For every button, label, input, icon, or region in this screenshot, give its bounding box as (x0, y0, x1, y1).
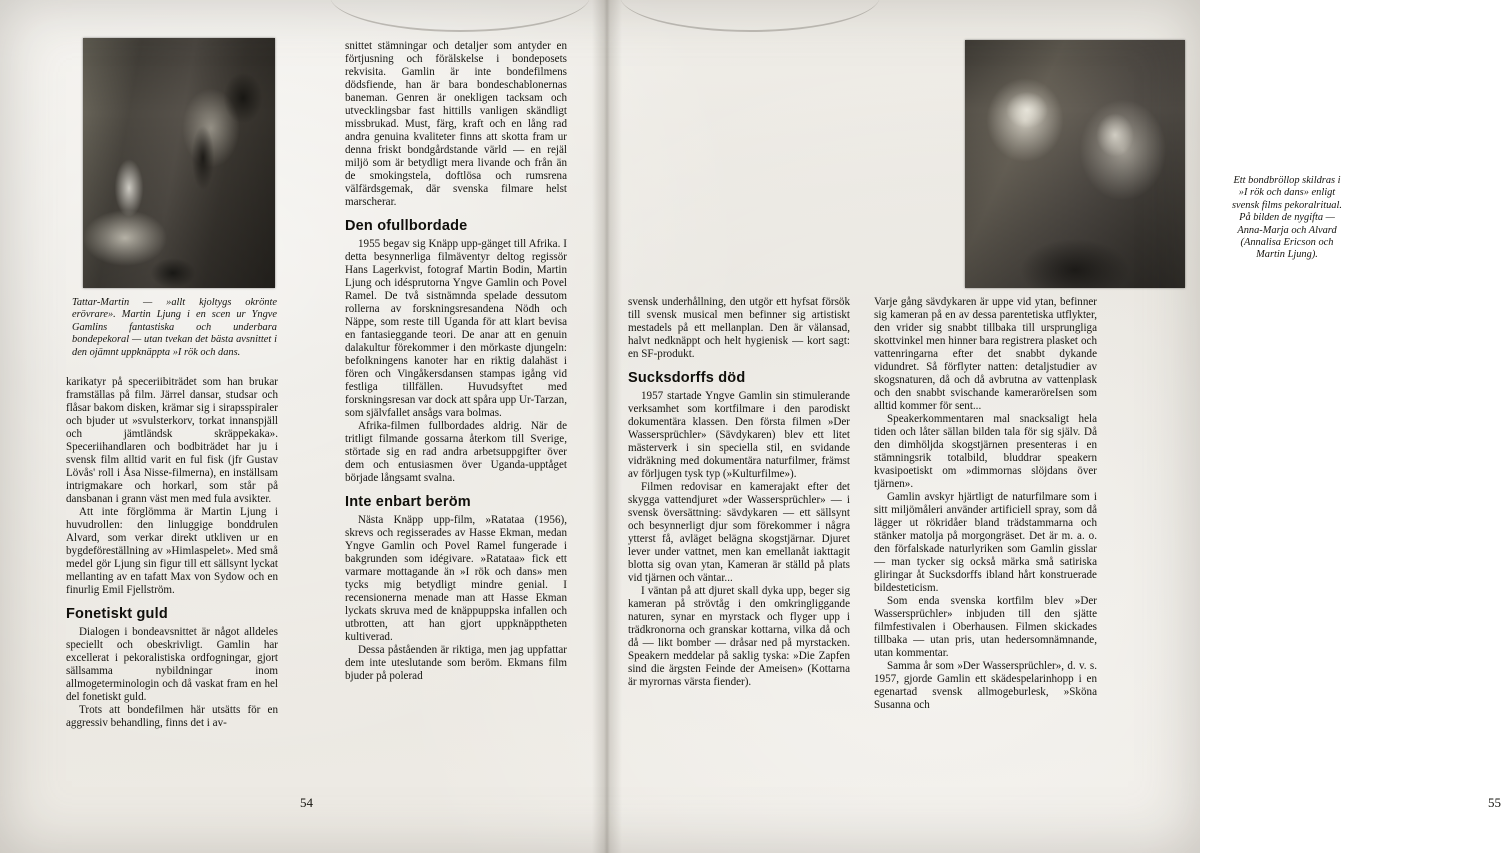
photo-caption-right: Ett bondbröllop skildras i »I rök och dans» enligt svensk films pekoralritual. På bilden de nygifta — Anna-Marja och Alvard (Annalisa Ericson och Martin Ljung). (1232, 175, 1342, 261)
paragraph: svensk underhållning, den utgör ett hyfsat försök till svensk musical men befinner sig artistiskt mestadels på ett mellanplan. Den är välansad, halvt nedknäppt och helt hygienisk — kort sagt: en SF-produkt. (628, 296, 850, 360)
paragraph: Afrika-filmen fullbordades aldrig. När de tritligt filmande gossarna återkom till Sverige, störtade sig en rad andra arbetsuppgifter över dem och entusiasmen över Uganda-upptåget började långsamt svalna. (345, 420, 567, 484)
bondbrollop-photo (965, 40, 1185, 288)
right-column-2 (874, 296, 1097, 712)
photo-caption-left: Tattar-Martin — »allt kjoltygs okrönte erövrare». Martin Ljung i en scen ur Yngve Gamlins fantastiska och underbara bondepekoral — utan tvekan det bästa avsnittet i den ojämnt uppknäppta »I rök och dans. (72, 297, 277, 358)
section-heading-den-ofullbordade: Den ofullbordade (345, 218, 468, 234)
page-number-right: 55 (1488, 795, 1501, 810)
paragraph: Nästa Knäpp upp-film, »Ratataa (1956), skrevs och regisserades av Hasse Ekman, medan Yngve Gamlin och Povel Ramel fungerade i bakgrunden som idégivare. »Ratataa» fick ett varmare mottagande än »I rök och dans» men tycks mig betydligt mindre genial. I recensionerna menade man att Hasse Ekman lyckats skruva med de knäppuppska infallen och utbrotten, att han gjort uppknäpptheten kultiverad. (345, 514, 567, 643)
paragraph: karikatyr på speceriibiträdet som han brukar framställas på film. Järrel dansar, studsar och flåsar bakom disken, krämar sig i sirapsspiraler och bjuder ut »svulsterkorv, torkat innanspjäll och jämtländsk skräppekaka». Speceriihandlaren och bodbiträdet har ju i svensk film alltid varit en ful fisk (jfr Gustav Lövås' roll i Åsa Nisse-filmerna), en inställsam intrigmakare och horkarl, som står på dansbanan i grann väst men med fula avsikter. (66, 376, 278, 505)
paragraph: snittet stämningar och detaljer som antyder en förtjusning och förälskelse i bondeposets rekvisita. Gamlin är inte bondefilmens dödsfiende, han är bara bondeschablonernas baneman. Genren är onekligen tacksam och utvecklingsbar fast hittills vanligen skändligt missbrukad. Must, färg, kraft och en lång rad andra genuina kvaliteter finns att skotta fram ur denna friskt bondgårdstande värld — en rejäl miljö som är betydligt mera livande och från än de smokingstela, doftlösa och rumsrena välfärdsgemak, där svenska filmare helst marscherar. (345, 40, 567, 208)
page-number-left: 54 (300, 795, 313, 810)
left-column-1 (66, 376, 278, 730)
section-heading-inte-enbart-berom: Inte enbart beröm (345, 494, 471, 510)
paragraph: 1957 startade Yngve Gamlin sin stimulerande verksamhet som kortfilmare i den parodiskt dokumentära klassen. Den första filmen »Der Wassersprüchler» (Sävdykaren) blev ett litet mästerverk i sin speciella stil, en svidande vidräkning med dokumentära naturfilmer, främst av förljugen tysk typ (»Kulturfilme»). (628, 390, 850, 480)
paragraph: Som enda svenska kortfilm blev »Der Wassersprüchler» inbjuden till den sjätte filmfestivalen i Oberhausen. Filmen skickades tillbaka — utan pris, utan hedersomnämnande, utan kommentar. (874, 595, 1097, 659)
photo-image-right (965, 40, 1185, 288)
paragraph: 1955 begav sig Knäpp upp-gänget till Afrika. I detta besynnerliga filmäventyr deltog regissör Hans Lagerkvist, fotograf Martin Bodin, Martin Ljung och idésprutorna Yngve Gamlin och Povel Ramel. De två sistnämnda spelade dessutom rollerna av forskningsresandena Nödh och Näppe, som reste till Uganda för att klart bevisa en fantasieggande teori. De anar att en genuin dalakultur förekommer i den mörkaste djungeln: befolkningens kanoter har en riktig dalahäst i fören och Vingåkersdansen stampas igång vid festliga tillfällen. Huvudsyftet med forskningsresan var dock att spåra upp Ur-Tarzan, som självfallet ansågs vara bolmas. (345, 238, 567, 419)
section-heading-sucksdorffs-dod: Sucksdorffs död (628, 370, 746, 386)
section-heading-fonetiskt-guld: Fonetiskt guld (66, 606, 168, 622)
paragraph: Filmen redovisar en kamerajakt efter det skygga vattendjuret »der Wassersprüchler» — i svensk översättning: sävdykaren — ett sällsynt och besynnerligt djur som förekommer i några ytterst få, avläget belägna skogstjärnar. Djuret lever under vattnet, men kan emellanåt iakttagit blotta sig ovan ytan, Kameran är ställd på plats vid tjärnen och väntar... (628, 481, 850, 584)
paragraph: Gamlin avskyr hjärtligt de naturfilmare som i sitt miljömåleri använder artificiell spray, som då lägger ut rökridåer bland trädstammarna och stänker matolja på morgongräset. Det är m. a. o. den förfalskade naturlyriken som Gamlin gisslar — man tycker sig också märka små satiriska gliringar åt Sucksdorffs ibland hårt konstruerade bildesteticism. (874, 491, 1097, 594)
left-page (0, 0, 600, 853)
paragraph: Att inte förglömma är Martin Ljung i huvudrollen: den linluggige bonddrulen Alvard, som verkar direkt utkliven ur en bygdeföreställning av »Himlaspelet». Med små medel gör Ljung sin figur till ett sällsynt lyckat mellanting av en tafatt Max von Sydow och en finurlig Emil Fjellström. (66, 506, 278, 596)
paragraph: Dialogen i bondeavsnittet är något alldeles speciellt och obeskrivligt. Gamlin har excellerat i pekoralistiska ordfogningar, gjort sällsamma nybildningar inom allmogeterminologin och då vaskat fram en hel del fonetiskt guld. (66, 626, 278, 703)
paragraph: Dessa påståenden är riktiga, men jag uppfattar dem inte uteslutande som beröm. Ekmans film bjuder på polerad (345, 644, 567, 682)
paragraph: Speakerkommentaren mal snacksaligt hela tiden och låter sällan bilden tala för sig själv. Då den dimhöljda skogstjärnen presenteras i en stämningsrik totalbild, bluddrar speakern kvasipoetiskt om »dimmornas slöjdans över tjärnen». (874, 413, 1097, 490)
right-column-1 (628, 296, 850, 689)
left-column-2 (345, 40, 567, 683)
paragraph: Varje gång sävdykaren är uppe vid ytan, befinner sig kameran på en av dessa parentetiska utflykter, den vrider sig snabbt tillbaka till ursprungliga skottvinkel men hinner bara registrera plasket och vattenringarna efter det snabbt dykande vidundret. Så förflyter natten: detaljstudier av skogsnaturen, då och då avbrutna av vattenplask och den snabbt svischande kameraröreIsen som alltid kommer för sent... (874, 296, 1097, 412)
paragraph: Samma år som »Der Wassersprüchler», d. v. s. 1957, gjorde Gamlin ett skädespelarinhopp i en egenartad svensk allmogeburlesk, »Sköna Susanna och (874, 660, 1097, 711)
tattar-martin-photo (83, 38, 275, 288)
paragraph: I väntan på att djuret skall dyka upp, beger sig kameran på strövtåg i den omkringliggande naturen, synar en myrstack och flyger upp i trädkronorna och granskar kottarna, vilka då och då — likt bomber — dråsar ned på myrstacken. Speakern meddelar på saklig tyska: »Die Zapfen sind die ärgsten Feinde der Ameisen» (Kottarna är myrornas värsta fiender). (628, 585, 850, 688)
paragraph: Trots att bondefilmen här utsätts för en aggressiv behandling, finns det i av- (66, 704, 278, 729)
photo-image-left (83, 38, 275, 288)
